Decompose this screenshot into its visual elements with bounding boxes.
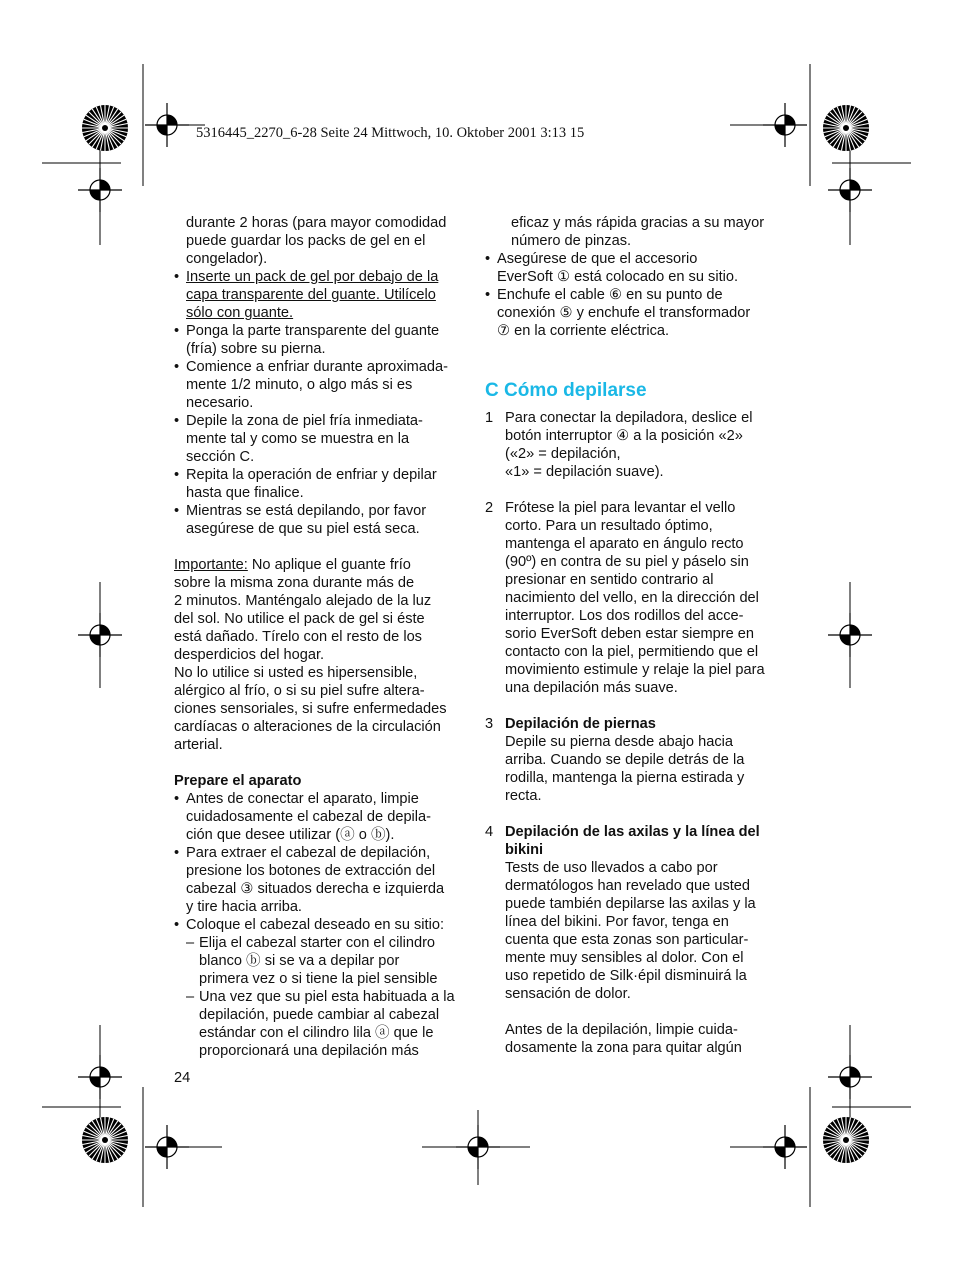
text-line: arterial. <box>174 737 223 753</box>
text-line: estándar con el cilindro lila ⓐ que le <box>199 1025 434 1041</box>
step-number: 2 <box>485 500 494 516</box>
text-line: número de pinzas. <box>511 233 632 249</box>
text-line: primera vez o si tiene la piel sensible <box>199 971 438 987</box>
text-line: del sol. No utilice el pack de gel si éste <box>174 611 425 627</box>
step-number: 3 <box>485 716 494 732</box>
text-line: 2 minutos. Manténgalo alejado de la luz <box>174 593 432 609</box>
text-line: movimiento estimule y relaje la piel para <box>505 662 765 678</box>
text-span: No aplique el guante frío <box>247 557 411 573</box>
text-line: sobre la misma zona durante más de <box>174 575 415 591</box>
numbered-step <box>485 499 785 697</box>
bullet-item <box>174 790 474 844</box>
text-line: necesario. <box>186 395 254 411</box>
page-number: 24 <box>174 1070 191 1086</box>
text-line: dermatólogos han revelado que usted <box>505 878 751 894</box>
text-line: Para conectar la depiladora, deslice el <box>505 410 753 426</box>
text-line: alérgico al frío, o si su piel sufre altera- <box>174 683 425 699</box>
text-line: blanco ⓑ si se va a depilar por <box>199 953 400 969</box>
text-line: EverSoft ① está colocado en su sitio. <box>497 269 739 285</box>
text-line: conexión ⑤ y enchufe el transformador <box>497 305 751 321</box>
paragraph <box>174 214 474 268</box>
text-line: mente 1/2 minuto, o algo más si es <box>186 377 413 393</box>
bullet-item <box>174 466 474 502</box>
text-line: uso repetido de Silk·épil disminuirá la <box>505 968 747 984</box>
step-number: 4 <box>485 824 494 840</box>
text-line: botón interruptor ④ a la posición «2» <box>505 428 743 444</box>
text-line: Depile su pierna desde abajo hacia <box>505 734 733 750</box>
text-line: (fría) sobre su pierna. <box>186 341 326 357</box>
text-line: mente tal y como se muestra en la <box>186 431 410 447</box>
step-title: Depilación de las axilas y la línea del <box>505 824 760 840</box>
text-line: nacimiento del vello, en la dirección del <box>505 590 759 606</box>
left-column <box>174 214 474 1060</box>
text-line: ⑦ en la corriente eléctrica. <box>497 323 670 339</box>
text-line: interruptor. Los dos rodillos del acce- <box>505 608 744 624</box>
text-line: una depilación más suave. <box>505 680 678 696</box>
text-line: eficaz y más rápida gracias a su mayor <box>511 215 765 231</box>
bullet-item <box>174 502 474 538</box>
important-label: Importante: <box>174 557 248 573</box>
text-line: recta. <box>505 788 542 804</box>
text-line: sólo con guante. <box>186 305 294 321</box>
text-line: • Ponga la parte transparente del guante <box>186 323 440 339</box>
text-line: • Depile la zona de piel fría inmediata- <box>186 413 423 429</box>
bullet-item <box>174 844 474 916</box>
text-line: cabezal ③ situados derecha e izquierda <box>186 881 445 897</box>
text-line: hasta que finalice. <box>186 485 304 501</box>
text-line: • Coloque el cabezal deseado en su sitio: <box>186 917 444 933</box>
text-line: corto. Para un resultado óptimo, <box>505 518 713 534</box>
section-heading: C Cómo depilarse <box>485 380 647 401</box>
text-line: No lo utilice si usted es hipersensible, <box>174 665 418 681</box>
text-line: • Enchufe el cable ⑥ en su punto de <box>497 287 723 303</box>
text-line: mente muy sensibles al dolor. Con el <box>505 950 744 966</box>
text-line: Tests de uso llevados a cabo por <box>505 860 718 876</box>
bullet-item <box>174 358 474 412</box>
text-line: depilación, puede cambiar al cabezal <box>199 1007 440 1023</box>
text-line: • Para extraer el cabezal de depilación, <box>186 845 431 861</box>
paragraph <box>485 214 785 250</box>
bullet-item <box>174 322 474 358</box>
bullet-item <box>485 250 785 286</box>
text-line: desperdicios del hogar. <box>174 647 325 663</box>
text-line: durante 2 horas (para mayor comodidad <box>186 215 447 231</box>
text-line: arriba. Cuando se depile detrás de la <box>505 752 745 768</box>
step-title: Depilación de piernas <box>505 716 656 732</box>
numbered-step <box>485 409 785 481</box>
bullet-item <box>174 916 474 934</box>
print-header-slug: 5316445_2270_6-28 Seite 24 Mittwoch, 10. Oktober 2001 3:13 15 <box>196 125 585 141</box>
text-line: sección C. <box>186 449 255 465</box>
subheading-prepare: Prepare el aparato <box>174 773 302 789</box>
text-line: • Inserte un pack de gel por debajo de la <box>186 269 439 285</box>
text-line: puede también depilarse las axilas y la <box>505 896 756 912</box>
text-line: capa transparente del guante. Utilícelo <box>186 287 436 303</box>
text-line: sorio EverSoft deben estar siempre en <box>505 626 755 642</box>
text-line: (90º) en contra de su piel y páselo sin <box>505 554 749 570</box>
text-line: • Mientras se está depilando, por favor <box>186 503 427 519</box>
text-line: congelador). <box>186 251 268 267</box>
text-line: («2» = depilación, <box>505 446 621 462</box>
text-line: «1» = depilación suave). <box>505 464 664 480</box>
numbered-step <box>485 823 785 1057</box>
numbered-step <box>485 715 785 805</box>
text-line: presione los botones de extracción del <box>186 863 436 879</box>
text-line: proporcionará una depilación más <box>199 1043 419 1059</box>
text-line: sensación de dolor. <box>505 986 631 1002</box>
text-line: y tire hacia arriba. <box>186 899 302 915</box>
important-notice <box>174 556 474 754</box>
text-line: asegúrese de que su piel está seca. <box>186 521 420 537</box>
text-line: dosamente la zona para quitar algún <box>505 1040 742 1056</box>
dash-item <box>174 988 474 1060</box>
right-column <box>485 214 785 1057</box>
text-line <box>174 556 474 574</box>
text-line: puede guardar los packs de gel en el <box>186 233 426 249</box>
text-line: Antes de la depilación, limpie cuida- <box>505 1022 738 1038</box>
text-line: cuidadosamente el cabezal de depila- <box>186 809 432 825</box>
bullet-item <box>174 268 474 322</box>
text-line: – Elija el cabezal starter con el cilindro <box>199 935 436 951</box>
text-line: línea del bikini. Por favor, tenga en <box>505 914 729 930</box>
text-line: • Antes de conectar el aparato, limpie <box>186 791 419 807</box>
text-line: ciones sensoriales, si sufre enfermedades <box>174 701 447 717</box>
text-line: – Una vez que su piel esta habituada a la <box>199 989 455 1005</box>
text-line: presionar en sentido contrario al <box>505 572 714 588</box>
text-line: • Repita la operación de enfriar y depilar <box>186 467 437 483</box>
dash-item <box>174 934 474 988</box>
bullet-item <box>485 286 785 340</box>
text-line: mantenga el aparato en ángulo recto <box>505 536 744 552</box>
step-title: bikini <box>505 842 544 858</box>
step-number: 1 <box>485 410 494 426</box>
text-line: está dañado. Tírelo con el resto de los <box>174 629 422 645</box>
text-line: • Asegúrese de que el accesorio <box>497 251 698 267</box>
text-line: ción que desee utilizar (ⓐ o ⓑ). <box>186 827 395 843</box>
text-line: • Comience a enfriar durante aproximada- <box>186 359 449 375</box>
text-line: rodilla, mantenga la pierna estirada y <box>505 770 745 786</box>
text-line: Frótese la piel para levantar el vello <box>505 500 736 516</box>
text-line: cardíacas o alteraciones de la circulación <box>174 719 441 735</box>
bullet-item <box>174 412 474 466</box>
text-line: cuenta que esta zonas son particular- <box>505 932 749 948</box>
text-line: contacto con la piel, permitiendo que el <box>505 644 759 660</box>
